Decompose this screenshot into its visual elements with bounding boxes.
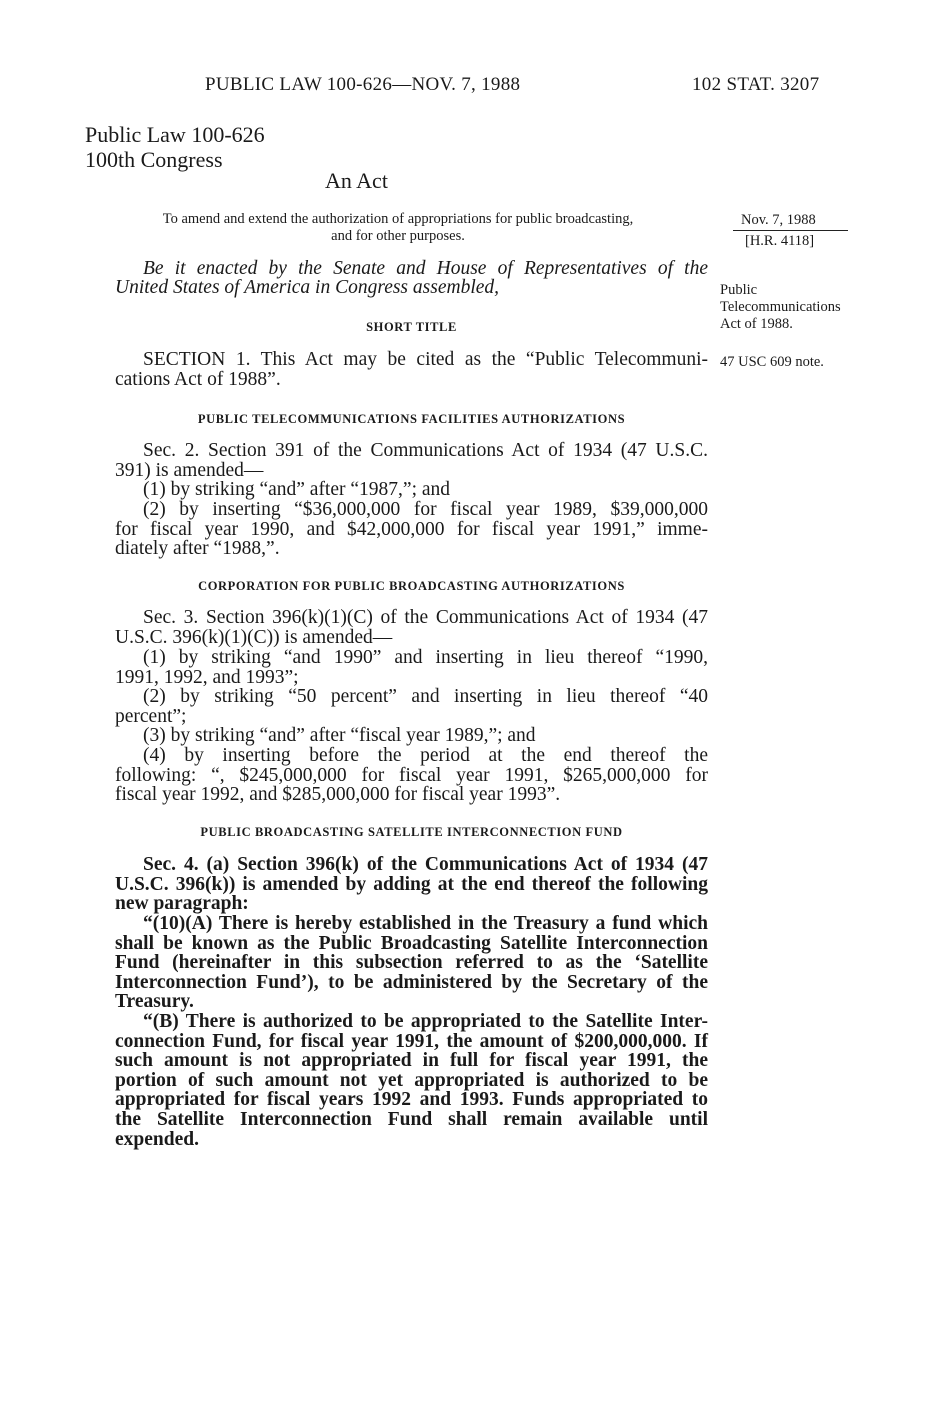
section-2-text-line: diately after “1988,”. bbox=[115, 538, 280, 560]
section-4-text-line: the Satellite Interconnection Fund shall remain available until bbox=[115, 1109, 708, 1130]
enacting-clause: United States of America in Congress assembled, bbox=[115, 277, 500, 298]
section-4-text-line: Treasury. bbox=[115, 991, 194, 1013]
section-3-text-line: Sec. 3. Section 396(k)(1)(C) of the Communications Act of 1934 (47 bbox=[143, 607, 708, 628]
section-4-text-line: such amount is not appropriated in full for fiscal year 1991, the bbox=[115, 1050, 708, 1072]
enacting-clause: Be it enacted by the Senate and House of Representatives of the bbox=[143, 258, 708, 279]
section-3-text-line: percent”; bbox=[115, 705, 187, 727]
section-3-text-line: fiscal year 1992, and $285,000,000 for fiscal year 1993”. bbox=[115, 784, 561, 806]
section-4-text-line: shall be known as the Public Broadcasting Satellite Interconnection bbox=[115, 932, 708, 954]
section-2-text-line: Sec. 2. Section 391 of the Communications Act of 1934 (47 U.S.C. bbox=[143, 440, 708, 461]
section-2-text-line: (1) by striking “and” after “1987,”; and bbox=[143, 479, 451, 500]
section-4-text-line: U.S.C. 396(k)) is amended by adding at the end thereof the following bbox=[115, 873, 708, 895]
margin-bill: [H.R. 4118] bbox=[745, 233, 815, 249]
section-heading: SHORT TITLE bbox=[366, 320, 457, 334]
running-head: PUBLIC LAW 100-626—NOV. 7, 1988 bbox=[205, 74, 521, 95]
section-3-text-line: (4) by inserting before the period at the end thereof the bbox=[143, 745, 708, 766]
section-4-text-line: Sec. 4. (a) Section 396(k) of the Communications Act of 1934 (47 bbox=[143, 854, 708, 875]
margin-short-title: Telecommunications bbox=[720, 299, 841, 315]
law-number: Public Law 100-626 bbox=[85, 122, 265, 147]
margin-short-title: Public bbox=[720, 282, 758, 298]
section-4-text-line: “(10)(A) There is hereby established in the Treasury a fund which bbox=[143, 913, 708, 934]
purpose-line: and for other purposes. bbox=[331, 228, 465, 244]
section-1-text-line: cations Act of 1988”. bbox=[115, 368, 281, 390]
section-3-text-line: (3) by striking “and” after “fiscal year 1989,”; and bbox=[143, 725, 536, 746]
section-4-text-line: “(B) There is authorized to be appropriated to the Satellite Inter- bbox=[143, 1011, 708, 1032]
section-4-text-line: Interconnection Fund’), to be administered by the Secretary of the bbox=[115, 971, 708, 993]
section-4-text-line: new paragraph: bbox=[115, 893, 249, 915]
section-heading: PUBLIC TELECOMMUNICATIONS FACILITIES AUTHORIZATIONS bbox=[197, 412, 626, 426]
section-4-text-line: connection Fund, for fiscal year 1991, the amount of $200,000,000. If bbox=[115, 1030, 708, 1052]
congress: 100th Congress bbox=[85, 147, 223, 172]
section-4-text-line: portion of such amount not yet appropriated is authorized to be bbox=[115, 1069, 708, 1091]
section-3-text-line: following: “, $245,000,000 for fiscal year 1991, $265,000,000 for bbox=[115, 764, 708, 786]
section-2-text-line: (2) by inserting “$36,000,000 for fiscal year 1989, $39,000,000 bbox=[143, 499, 708, 520]
margin-date: Nov. 7, 1988 bbox=[741, 212, 816, 228]
section-3-text-line: (2) by striking “50 percent” and inserting in lieu thereof “40 bbox=[143, 686, 708, 707]
section-4-text-line: expended. bbox=[115, 1128, 199, 1150]
section-heading: PUBLIC BROADCASTING SATELLITE INTERCONNECTION FUND bbox=[200, 825, 623, 839]
section-2-text-line: 391) is amended— bbox=[115, 459, 264, 481]
page-number: 102 STAT. 3207 bbox=[692, 74, 820, 95]
section-4-text-line: Fund (hereinafter in this subsection referred to as the ‘Satellite bbox=[115, 952, 708, 974]
section-4-text-line: appropriated for fiscal years 1992 and 1993. Funds appropriated to bbox=[115, 1089, 708, 1111]
purpose-line: To amend and extend the authorization of appropriations for public broadcasting, bbox=[162, 211, 634, 227]
margin-rule bbox=[733, 230, 848, 231]
section-heading: CORPORATION FOR PUBLIC BROADCASTING AUTHORIZATIONS bbox=[198, 579, 625, 593]
section-3-text-line: 1991, 1992, and 1993”; bbox=[115, 666, 299, 688]
section-1-text-line: SECTION 1. This Act may be cited as the “Public Telecommuni- bbox=[143, 349, 708, 370]
section-3-text-line: U.S.C. 396(k)(1)(C)) is amended— bbox=[115, 626, 393, 648]
section-2-text-line: for fiscal year 1990, and $42,000,000 for fiscal year 1991,” imme- bbox=[115, 518, 708, 540]
act-title: An Act bbox=[325, 168, 388, 193]
margin-short-title: Act of 1988. bbox=[720, 316, 793, 332]
section-3-text-line: (1) by striking “and 1990” and inserting in lieu thereof “1990, bbox=[143, 647, 708, 668]
margin-usc-note: 47 USC 609 note. bbox=[720, 354, 824, 370]
